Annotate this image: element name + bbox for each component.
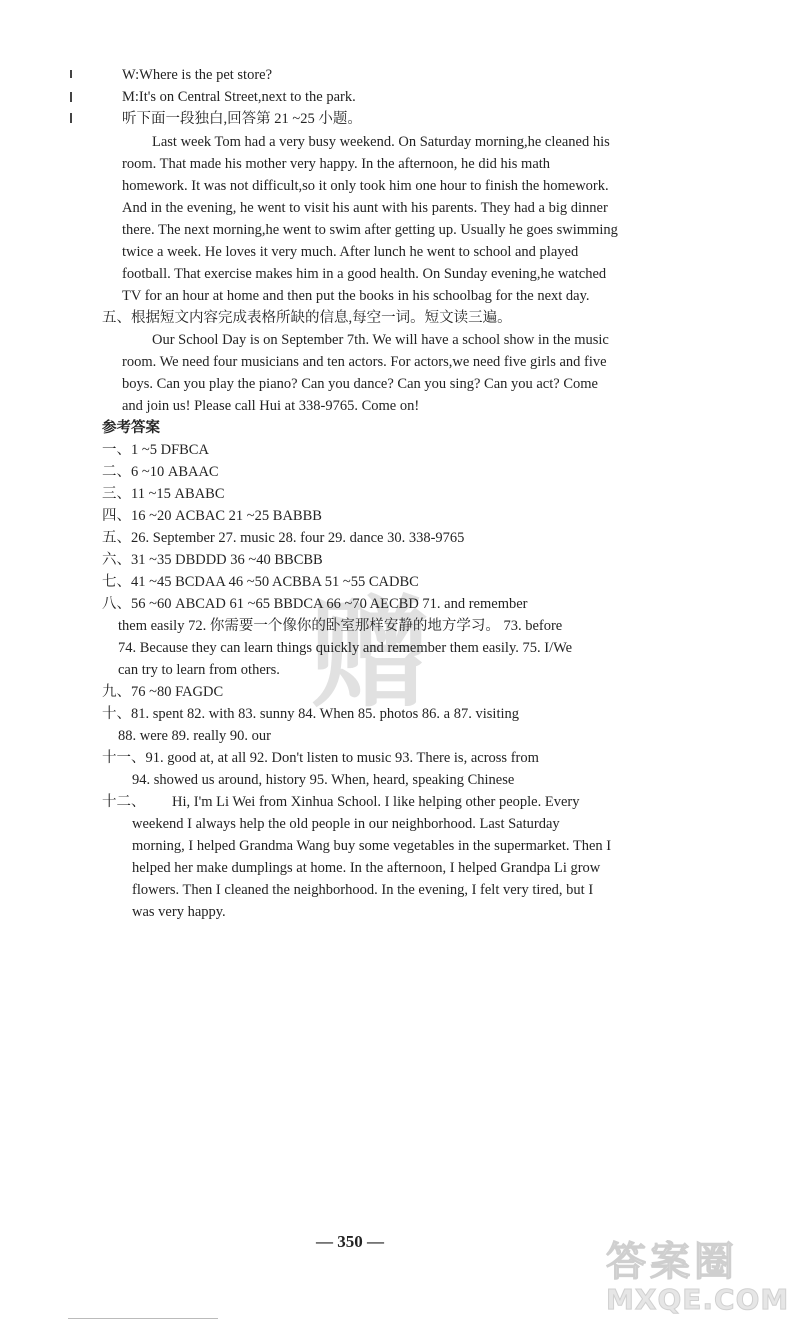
answer-line: 74. Because they can learn things quickly and remember them easily. 75. I/We xyxy=(118,640,573,656)
answer-line: can try to learn from others. xyxy=(118,662,280,678)
watermark: 赠 xyxy=(310,585,430,724)
monologue-line: football. That exercise makes him in a good health. On Sunday evening,he watched xyxy=(122,266,607,282)
answer-line: 一、1 ~5 DFBCA xyxy=(102,442,209,458)
essay-line: weekend I always help the old people in our neighborhood. Last Saturday xyxy=(132,816,560,832)
answer-line: 六、31 ~35 DBDDD 36 ~40 BBCBB xyxy=(102,552,323,568)
page-number: — 350 — xyxy=(316,1232,384,1251)
answer-line: 十、81. spent 82. with 83. sunny 84. When 85. photos 86. a 87. visiting xyxy=(102,706,520,722)
answer-line: 88. were 89. really 90. our xyxy=(118,728,272,744)
monologue-line: TV for an hour at home and then put the books in his schoolbag for the next day. xyxy=(122,288,590,304)
answer-line: 十一、91. good at, at all 92. Don't listen to music 93. There is, across from xyxy=(102,750,539,766)
section-four-instruction: 听下面一段独白,回答第 21 ~25 小题。 xyxy=(122,111,362,127)
essay-line: Hi, I'm Li Wei from Xinhua School. I like helping other people. Every xyxy=(172,794,580,810)
margin-mark xyxy=(70,92,72,102)
school-day-line: room. We need four musicians and ten actors. For actors,we need five girls and five xyxy=(122,354,607,370)
monologue-line: room. That made his mother very happy. In the afternoon, he did his math xyxy=(122,156,551,172)
answer-heading: 参考答案 xyxy=(102,420,160,436)
school-day-line: and join us! Please call Hui at 338-9765. Come on! xyxy=(122,398,420,414)
essay-line: morning, I helped Grandma Wang buy some vegetables in the supermarket. Then I xyxy=(132,838,612,854)
answer-line: 94. showed us around, history 95. When, heard, speaking Chinese xyxy=(132,772,515,788)
logo-text-top: 答案圈 xyxy=(606,1239,738,1285)
answer-line: 九、76 ~80 FAGDC xyxy=(102,684,224,700)
bottom-rule xyxy=(68,1318,218,1319)
margin-mark xyxy=(70,113,72,123)
monologue-line: And in the evening, he went to visit his aunt with his parents. They had a big dinner xyxy=(122,200,608,216)
margin-mark xyxy=(70,70,72,78)
monologue-line: Last week Tom had a very busy weekend. On Saturday morning,he cleaned his xyxy=(152,134,610,150)
answer-line: 四、16 ~20 ACBAC 21 ~25 BABBB xyxy=(102,508,322,524)
essay-label: 十二、 xyxy=(102,794,146,810)
answer-line: 八、56 ~60 ABCAD 61 ~65 BBDCA 66 ~70 AECBD 71. and remember xyxy=(102,596,528,612)
dialogue-w-line: W:Where is the pet store? xyxy=(122,67,273,83)
essay-line: was very happy. xyxy=(132,904,226,920)
site-logo xyxy=(606,1240,792,1324)
answer-line: 二、6 ~10 ABAAC xyxy=(102,464,219,480)
answer-line: 五、26. September 27. music 28. four 29. dance 30. 338-9765 xyxy=(102,530,465,546)
essay-line: flowers. Then I cleaned the neighborhood. In the evening, I felt very tired, but I xyxy=(132,882,594,898)
monologue-line: twice a week. He loves it very much. After lunch he went to school and played xyxy=(122,244,579,260)
answer-line: 七、41 ~45 BCDAA 46 ~50 ACBBA 51 ~55 CADBC xyxy=(102,574,419,590)
monologue-line: there. The next morning,he went to swim after getting up. Usually he goes swimming xyxy=(122,222,618,238)
school-day-line: boys. Can you play the piano? Can you dance? Can you sing? Can you act? Come xyxy=(122,376,598,392)
logo-text-bottom: MXQE.COM xyxy=(606,1283,790,1316)
section-five-instruction: 五、根据短文内容完成表格所缺的信息,每空一词。短文读三遍。 xyxy=(102,310,512,326)
dialogue-m-line: M:It's on Central Street,next to the park. xyxy=(122,89,356,105)
school-day-line: Our School Day is on September 7th. We will have a school show in the music xyxy=(152,332,609,348)
answer-line: 三、11 ~15 ABABC xyxy=(102,486,225,502)
monologue-line: homework. It was not difficult,so it only took him one hour to finish the homework. xyxy=(122,178,609,194)
essay-line: helped her make dumplings at home. In the afternoon, I helped Grandpa Li grow xyxy=(132,860,601,876)
answer-line: them easily 72. 你需要一个像你的卧室那样安静的地方学习。 73. before xyxy=(118,618,563,634)
